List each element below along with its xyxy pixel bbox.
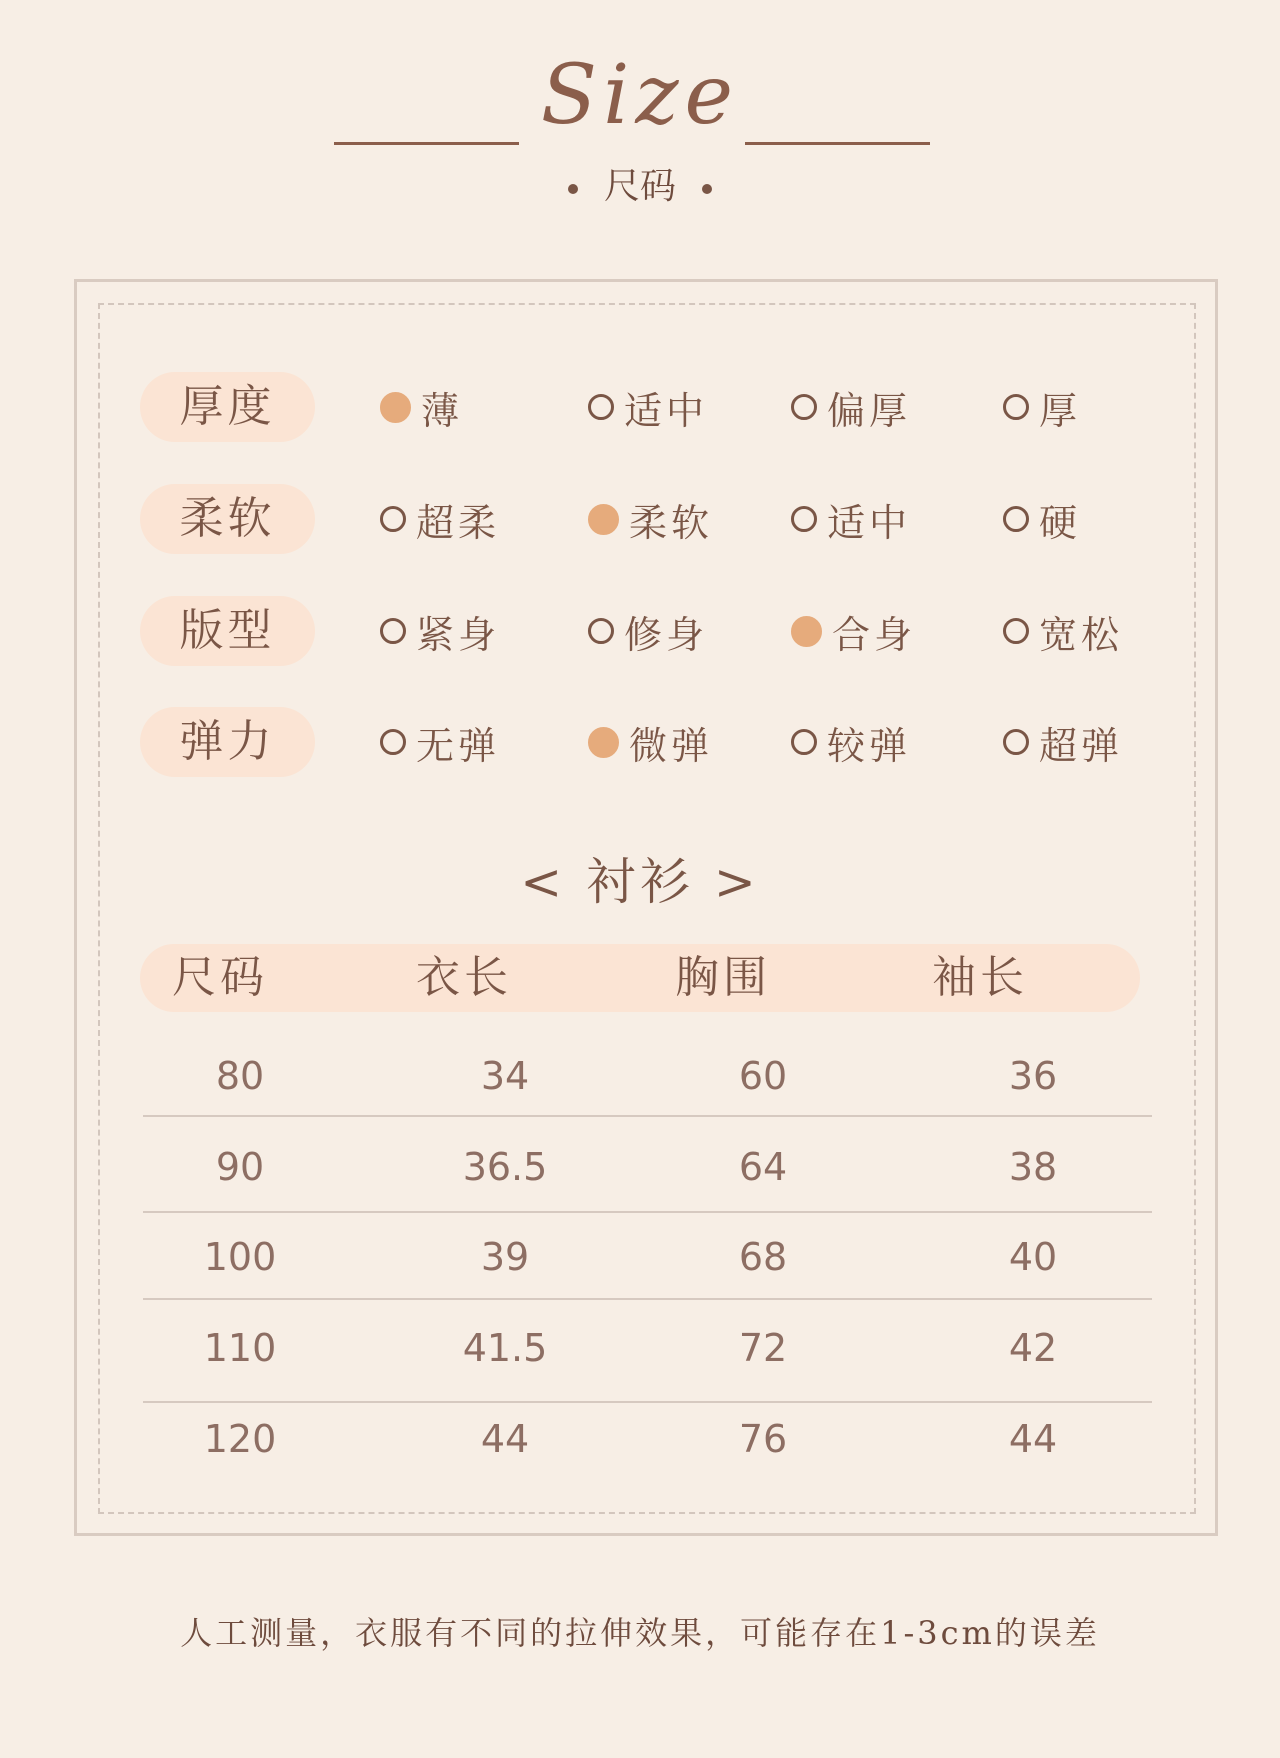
attribute-option-2: [588, 372, 708, 442]
cell-sleeve: 38: [1008, 1145, 1058, 1189]
subtitle-text: 尺码: [603, 166, 676, 207]
cell-chest: 72: [738, 1326, 788, 1370]
unselected-circle-icon: [588, 394, 614, 420]
attribute-option-3: [791, 707, 911, 777]
attribute-label: 厚度: [140, 372, 315, 442]
row-divider: [143, 1401, 1152, 1403]
title-divider-right: [745, 142, 930, 145]
option-label: 宽松: [1039, 612, 1124, 657]
row-divider: [143, 1115, 1152, 1117]
attribute-option-3: [791, 372, 911, 442]
cell-size: 110: [203, 1326, 277, 1370]
cell-chest: 68: [738, 1235, 788, 1279]
attribute-row: [140, 707, 1140, 777]
cell-chest: 60: [738, 1054, 788, 1098]
cell-sleeve: 40: [1008, 1235, 1058, 1279]
unselected-circle-icon: [1003, 394, 1029, 420]
cell-length: 36.5: [462, 1145, 548, 1189]
attribute-option-3: [791, 596, 916, 666]
unselected-circle-icon: [791, 506, 817, 532]
attribute-option-2: [588, 596, 708, 666]
cell-length: 34: [480, 1054, 530, 1098]
cell-size: 90: [215, 1145, 265, 1189]
selected-dot-icon: [588, 504, 619, 535]
option-label: 超弹: [1039, 723, 1124, 768]
selected-dot-icon: [791, 616, 822, 647]
attribute-option-2: [588, 484, 713, 554]
option-label: 适中: [827, 500, 912, 545]
unselected-circle-icon: [380, 729, 406, 755]
table-header: [140, 944, 1140, 1012]
unselected-circle-icon: [1003, 506, 1029, 532]
option-label: 合身: [832, 612, 917, 657]
attribute-label: 柔软: [140, 484, 315, 554]
attribute-row: [140, 596, 1140, 666]
attribute-row: [140, 372, 1140, 442]
row-divider: [143, 1211, 1152, 1213]
selected-dot-icon: [588, 727, 619, 758]
option-label: 紧身: [416, 612, 501, 657]
option-label: 无弹: [416, 723, 501, 768]
header-length: 衣长: [416, 952, 512, 1003]
option-label: 薄: [421, 388, 464, 433]
selected-dot-icon: [380, 392, 411, 423]
unselected-circle-icon: [791, 394, 817, 420]
option-label: 修身: [624, 612, 709, 657]
option-label: 柔软: [629, 500, 714, 545]
attribute-option-2: [588, 707, 713, 777]
option-label: 超柔: [416, 500, 501, 545]
attribute-option-3: [791, 484, 911, 554]
header-size: 尺码: [172, 952, 268, 1003]
option-label: 硬: [1039, 500, 1082, 545]
unselected-circle-icon: [380, 618, 406, 644]
page-title: Size: [540, 48, 740, 143]
attribute-option-4: [1003, 707, 1123, 777]
unselected-circle-icon: [380, 506, 406, 532]
measurement-note: 人工测量，衣服有不同的拉伸效果，可能存在1-3cm的误差: [180, 1614, 1100, 1652]
option-label: 适中: [624, 388, 709, 433]
title-divider-left: [334, 142, 519, 145]
cell-chest: 64: [738, 1145, 788, 1189]
row-divider: [143, 1298, 1152, 1300]
option-label: 偏厚: [827, 388, 912, 433]
option-label: 微弹: [629, 723, 714, 768]
cell-size: 120: [203, 1417, 277, 1461]
attribute-option-1: [380, 484, 500, 554]
attribute-row: [140, 484, 1140, 554]
unselected-circle-icon: [588, 618, 614, 644]
cell-length: 41.5: [462, 1326, 548, 1370]
attribute-option-1: [380, 707, 500, 777]
table-title: < 衬衫 >: [520, 853, 760, 911]
cell-length: 39: [480, 1235, 530, 1279]
cell-sleeve: 44: [1008, 1417, 1058, 1461]
attribute-option-4: [1003, 484, 1081, 554]
header-chest: 胸围: [675, 952, 771, 1003]
unselected-circle-icon: [791, 729, 817, 755]
cell-sleeve: 36: [1008, 1054, 1058, 1098]
unselected-circle-icon: [1003, 618, 1029, 644]
attribute-option-1: [380, 596, 500, 666]
header-sleeve: 袖长: [932, 952, 1028, 1003]
cell-size: 80: [215, 1054, 265, 1098]
page-subtitle: [0, 158, 1280, 209]
bullet-dot-icon: [568, 184, 578, 194]
cell-length: 44: [480, 1417, 530, 1461]
attribute-option-1: [380, 372, 463, 442]
cell-sleeve: 42: [1008, 1326, 1058, 1370]
option-label: 较弹: [827, 723, 912, 768]
option-label: 厚: [1039, 388, 1082, 433]
header: [0, 40, 1280, 220]
attribute-label: 弹力: [140, 707, 315, 777]
attribute-option-4: [1003, 596, 1123, 666]
bullet-dot-icon: [702, 184, 712, 194]
cell-chest: 76: [738, 1417, 788, 1461]
cell-size: 100: [203, 1235, 277, 1279]
attribute-label: 版型: [140, 596, 315, 666]
attribute-option-4: [1003, 372, 1081, 442]
unselected-circle-icon: [1003, 729, 1029, 755]
